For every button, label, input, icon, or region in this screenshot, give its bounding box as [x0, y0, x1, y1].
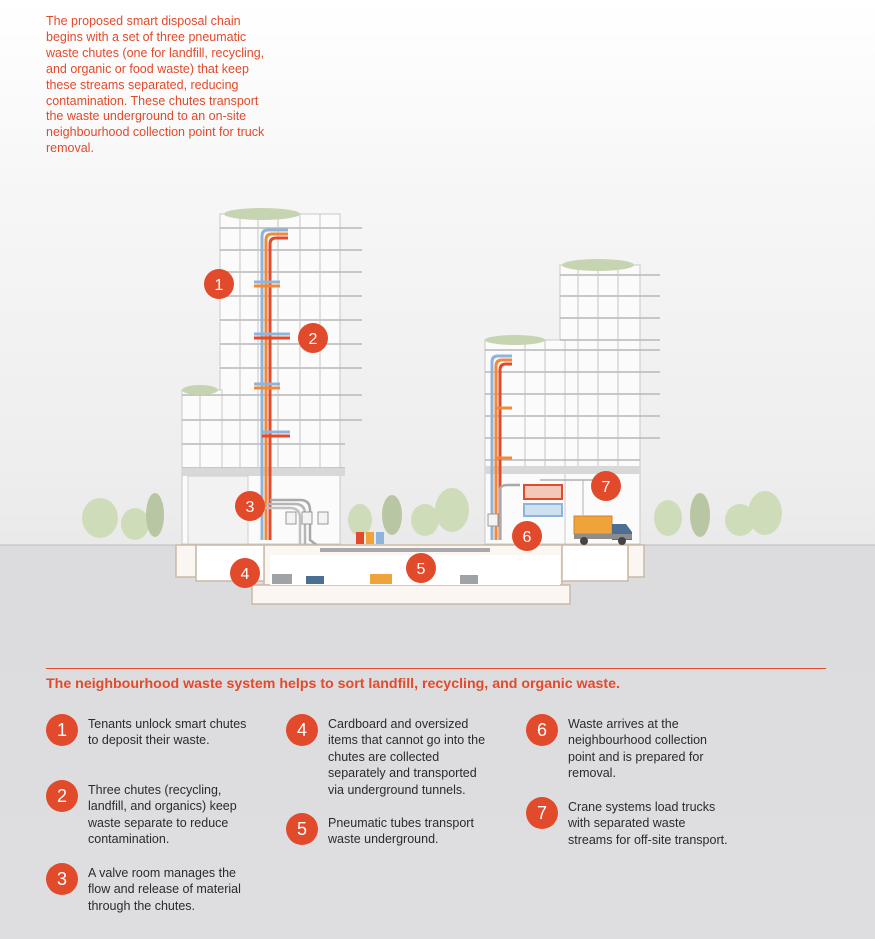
legend-text: A valve room manages the flow and release of material through the chutes. [88, 866, 241, 913]
marker-3 [235, 491, 265, 521]
marker-6 [512, 521, 542, 551]
svg-text:6: 6 [522, 529, 532, 546]
section-divider [46, 668, 826, 669]
legend-item-3 [46, 863, 250, 914]
waste-system-cross-section [0, 200, 875, 620]
svg-text:5: 5 [416, 561, 426, 578]
legend-text: Tenants unlock smart chutes to deposit their waste. [88, 717, 247, 748]
marker-7 [591, 471, 621, 501]
marker-5 [406, 553, 436, 583]
marker-4 [230, 558, 260, 588]
legend-number: 3 [46, 863, 78, 895]
svg-text:2: 2 [308, 331, 318, 348]
roof-garden [224, 208, 300, 220]
right-tower [485, 265, 640, 544]
legend-text: Pneumatic tubes transport waste underground. [328, 816, 474, 847]
legend-text: Waste arrives at the neighbourhood collection point and is prepared for removal. [568, 717, 707, 781]
svg-text:1: 1 [214, 277, 224, 294]
legend-item-6 [526, 714, 730, 782]
marker-2 [298, 323, 328, 353]
legend-number: 2 [46, 780, 78, 812]
legend-number: 6 [526, 714, 558, 746]
legend-text: Cardboard and oversized items that cannot go into the chutes are collected separately and transported via underground tunnels. [328, 717, 486, 797]
legend-number: 7 [526, 797, 558, 829]
legend-number: 5 [286, 813, 318, 845]
intro-paragraph: The proposed smart disposal chain begins with a set of three pneumatic waste chutes (one for landfill, recycling, and organic or food waste) that keep these streams separated, reducing contamination. These chutes transport the waste underground to an on-site neighbourhood collection point for truck removal. [46, 14, 265, 156]
marker-1 [204, 269, 234, 299]
legend-number: 4 [286, 714, 318, 746]
legend-number: 1 [46, 714, 78, 746]
legend-item-2 [46, 780, 250, 848]
legend-item-4 [286, 714, 490, 798]
smart-bins [356, 532, 384, 544]
legend-heading: The neighbourhood waste system helps to sort landfill, recycling, and organic waste. [46, 676, 620, 692]
legend-item-5 [286, 813, 490, 848]
svg-text:4: 4 [240, 566, 250, 583]
svg-text:3: 3 [245, 499, 255, 516]
legend-text: Crane systems load trucks with separated waste streams for off-site transport. [568, 800, 728, 847]
legend-text: Three chutes (recycling, landfill, and organics) keep waste separate to reduce contamination. [88, 783, 237, 847]
legend-item-7 [526, 797, 730, 848]
legend-item-1 [46, 714, 250, 749]
svg-text:7: 7 [601, 479, 611, 496]
